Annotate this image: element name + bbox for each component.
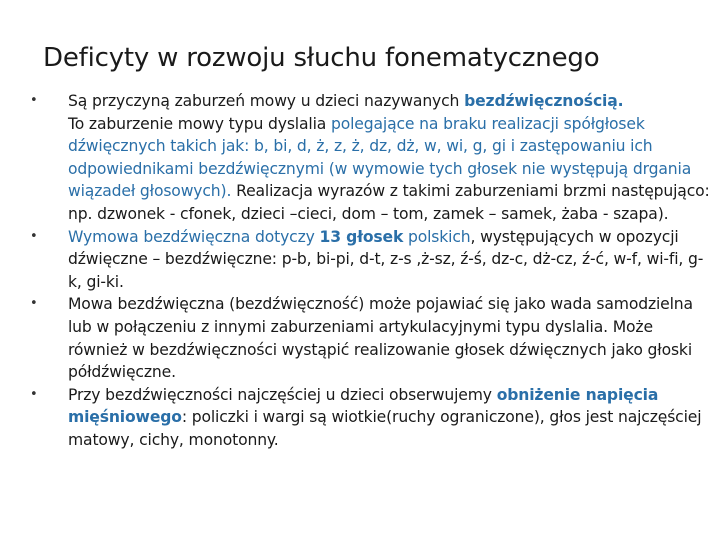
highlight-term: 13 głosek xyxy=(319,227,404,246)
bullet-item xyxy=(30,293,714,383)
highlight-text: polskich xyxy=(403,227,471,246)
bullet-icon: • xyxy=(30,386,38,402)
highlight-text: Wymowa bezdźwięczna dotyczy xyxy=(68,227,320,246)
highlight-term: bezdźwięcznością. xyxy=(464,92,624,110)
bullet-text: Są przyczyną zaburzeń mowy u dzieci nazywanych xyxy=(68,92,465,110)
bullet-text: Przy bezdźwięczności najczęściej u dzieci obserwujemy xyxy=(68,385,497,404)
bullet-icon: • xyxy=(30,93,38,108)
bullet-text: To zaburzenie mowy typu dyslalia xyxy=(68,114,331,133)
highlight-term: obniżenie napięcia mięśniowego xyxy=(68,385,659,427)
bullet-item xyxy=(30,226,714,294)
bullet-icon: • xyxy=(30,296,38,312)
bullet-text: Mowa bezdźwięczna (bezdźwięczność) może pojawiać się jako wada samodzielna lub w połączeniu z innymi zaburzeniami artykulacyjnymi typu dyslalia. Może również w bezdźwięczności wystąpić realizowanie głosek dźwięcznych jako głoski półdźwięczne. xyxy=(68,295,693,382)
highlight-text: polegające na braku realizacji spółgłosek dźwięcznych takich jak: b, bi, d, ż, z, ż, dz, dż, w, wi, g, gi i zastępowaniu ich odpowiednikami bezdźwięcznymi (w wymowie tych głosek nie występują drgania wiązadeł głosowych). xyxy=(68,114,692,201)
bullet-item xyxy=(30,384,714,452)
bullet-text: , występujących w opozycji dźwięczne – bezdźwięczne: p-b, bi-pi, d-t, z-s ,ż-sz, ź-ś, dz-c, dż-cz, ź-ć, w-f, wi-fi, g-k, gi-ki. xyxy=(68,227,704,291)
bullet-list xyxy=(30,90,714,452)
slide-title: Deficyty w rozwoju słuchu fonematycznego xyxy=(43,43,600,73)
bullet-item xyxy=(30,90,714,226)
bullet-icon: • xyxy=(30,228,38,244)
bullet-text: : policzki i wargi są wiotkie(ruchy ograniczone), głos jest najczęściej matowy, cichy, monotonny. xyxy=(68,408,702,449)
bullet-text: Realizacja wyrazów z takimi zaburzeniami brzmi następująco: np. dzwonek - cfonek, dzieci –cieci, dom – tom, zamek – samek, żaba - szapa). xyxy=(68,182,710,223)
